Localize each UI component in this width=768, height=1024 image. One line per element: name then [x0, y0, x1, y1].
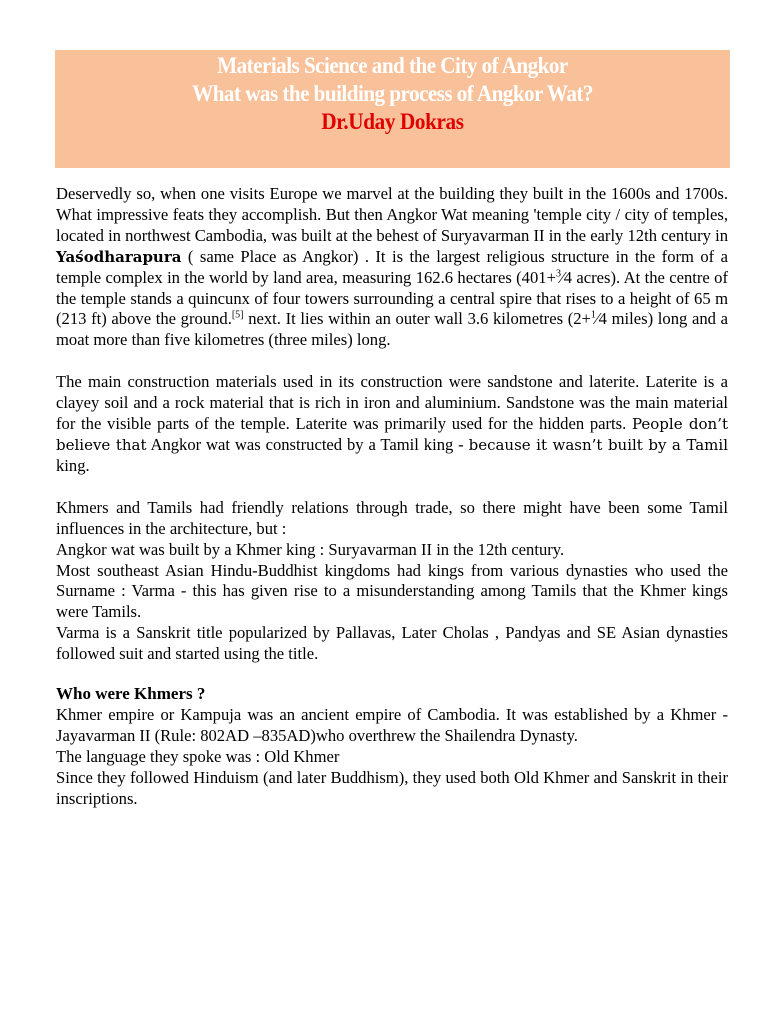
paragraph-3-line-2: Angkor wat was built by a Khmer king : Suryavarman II in the 12th century.: [56, 539, 565, 559]
paragraph-1-text-e: ⁄4 miles) long and a moat more than five kilometres (three miles) long.: [56, 309, 728, 350]
section-paragraph-a: Khmer empire or Kampuja was an ancient empire of Cambodia. It was established by a Khmer - Jayavarman II (Rule: 802AD –835AD)who overthrew the Shailendra Dynasty.: [56, 705, 728, 745]
paragraph-1-text-d: next. It lies within an outer wall 3.6 kilometres (2+: [243, 309, 591, 329]
section-paragraph-b: Since they followed Hinduism (and later Buddhism), they used both Old Khmer and Sanskrit in their inscriptions.: [56, 767, 728, 808]
title-line-2: What was the building process of Angkor Wat?: [192, 81, 593, 106]
paragraph-2-text-b: People don’t believe that: [56, 415, 728, 454]
fraction-numerator: 1: [590, 309, 596, 321]
author-name: Dr.Uday Dokras: [321, 109, 464, 134]
title-banner: [55, 50, 730, 168]
reference-mark: [5]: [231, 309, 244, 321]
place-name: Yaśodharapura: [56, 247, 182, 266]
fraction-numerator: 3: [555, 268, 561, 280]
paragraph-3-b: Most southeast Asian Hindu-Buddhist kingdoms had kings from various dynasties who used the Surname : Varma - this has given rise to a misunderstanding among Tamils that the Khmer kings were Tamils.: [56, 560, 728, 622]
paragraph-2-text-e: king.: [56, 455, 90, 475]
paragraph-1: [56, 184, 728, 351]
paragraph-3: Khmers and Tamils had friendly relations through trade, so there might have been some Tamil influences in the architecture, but :: [56, 497, 728, 538]
document-body: [56, 184, 728, 810]
section-line-2: The language they spoke was : Old Khmer: [56, 746, 340, 766]
paragraph-3-c: Varma is a Sanskrit title popularized by Pallavas, Later Cholas , Pandyas and SE Asian dynasties followed suit and started using the title.: [56, 623, 728, 664]
paragraph-2-text-d: because it wasn’t built by a Tamil: [468, 435, 728, 454]
section-heading: Who were Khmers ?: [56, 684, 206, 704]
paragraph-1-text-c: ⁄4 acres). At the centre of the temple stands a quincunx of four towers surrounding a central spire that rises to a height of 65 m (213 ft) above the ground.: [56, 267, 728, 329]
paragraph-2-text-c: Angkor wat was constructed by a Tamil king -: [146, 434, 469, 454]
paragraph-1-text-a: Deservedly so, when one visits Europe we marvel at the building they built in the 1600s and 1700s. What impressive feats they accomplish. But then Angkor Wat meaning 'temple city / city of temples, located in northwest Cambodia, was built at the behest of Suryavarman II in the early 12th century in: [56, 184, 728, 245]
paragraph-2-text-a: The main construction materials used in its construction were sandstone and laterite. Laterite is a clayey soil and a rock material that is rich in iron and aluminium. Sandstone was the main material for the visible parts of the temple. Laterite was primarily used for the hidden parts.: [56, 372, 728, 434]
title-line-1: Materials Science and the City of Angkor: [217, 53, 568, 78]
paragraph-2: [56, 372, 728, 477]
paragraph-1-text-b: ( same Place as Angkor) . It is the largest religious structure in the form of a temple complex in the world by land area, measuring 162.6 hectares (401+: [56, 246, 728, 287]
